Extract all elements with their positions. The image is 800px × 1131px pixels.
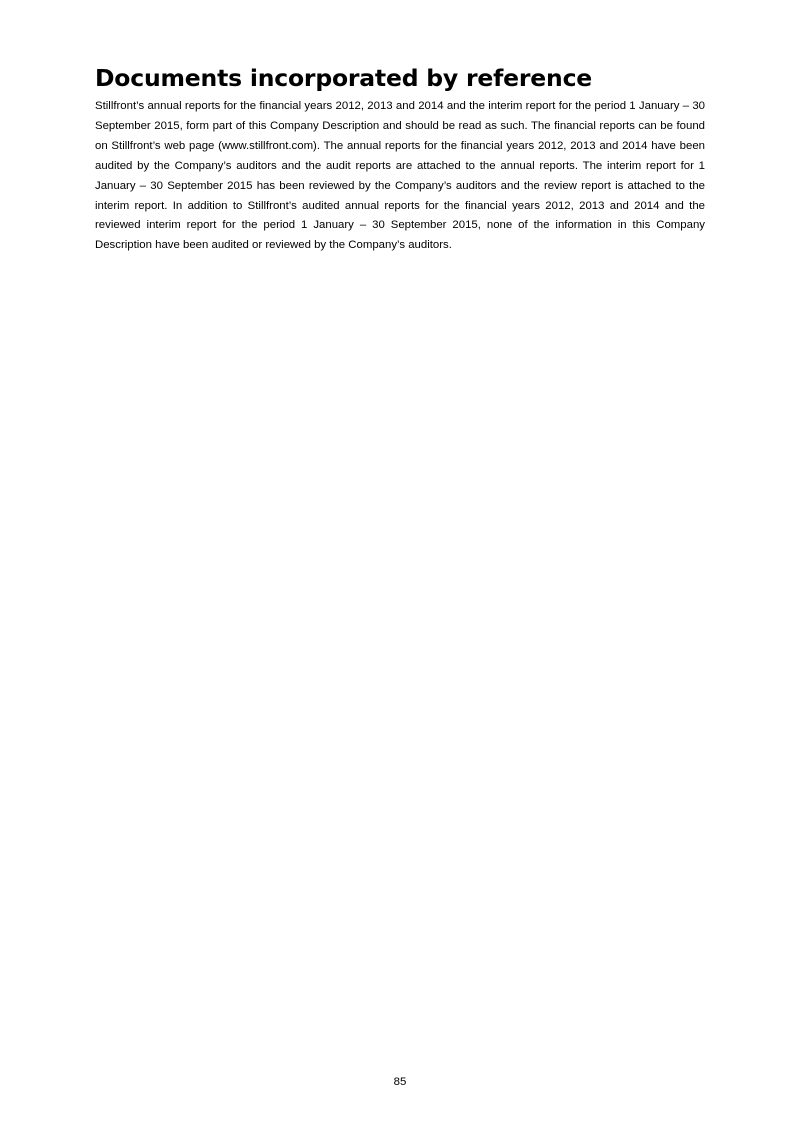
section-heading: Documents incorporated by reference (95, 64, 593, 92)
body-paragraph: Stillfront’s annual reports for the financial years 2012, 2013 and 2014 and the interim report for the period 1 January – 30 September 2015, form part of this Company Description and should be read as such. The financial reports can be found on Stillfront’s web page (www.stillfront.com). The annual reports for the financial years 2012, 2013 and 2014 have been audited by the Company’s auditors and the audit reports are attached to the annual reports. The interim report for 1 January – 30 September 2015 has been reviewed by the Company’s auditors and the review report is attached to the interim report. In addition to Stillfront’s audited annual reports for the financial years 2012, 2013 and 2014 and the reviewed interim report for the period 1 January – 30 September 2015, none of the information in this Company Description have been audited or reviewed by the Company’s auditors. (95, 100, 705, 252)
page-number: 85 (393, 1076, 407, 1088)
